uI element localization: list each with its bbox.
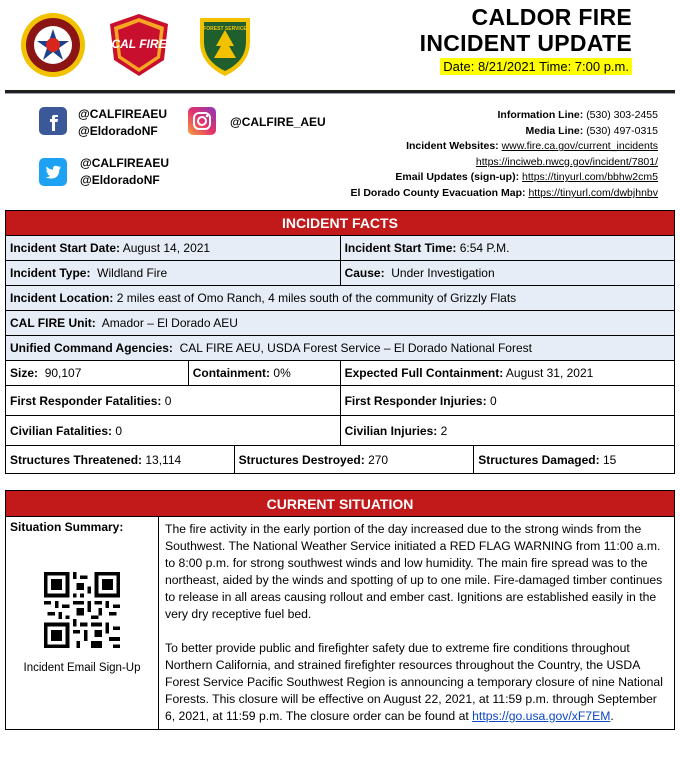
responder-fatalities-cell: First Responder Fatalities: 0: [6, 386, 341, 416]
header-logos: [20, 12, 258, 78]
cal-fire-logo-text: CAL FIRE: [111, 37, 167, 51]
facebook-handle[interactable]: @CALFIREAEU: [78, 107, 168, 121]
contact-info: [351, 108, 659, 202]
email-updates-label: Email Updates (sign-up):: [395, 171, 520, 184]
evacuation-map-label: El Dorado County Evacuation Map:: [350, 186, 526, 199]
qr-code-label: Incident Email Sign-Up: [23, 662, 141, 674]
containment-cell: Containment: 0%: [188, 361, 340, 386]
incident-facts-heading: INCIDENT FACTS: [6, 211, 675, 236]
qr-code-icon[interactable]: [44, 572, 120, 648]
situation-summary-sidebar: [6, 517, 159, 730]
info-line-number: (530) 303-2455: [586, 109, 658, 121]
facebook-icon[interactable]: [39, 107, 67, 135]
summary-paragraph: To better provide public and firefighter safety due to extreme fire conditions throughout Northern California, and strained firefighter resources throughout the Country, the USDA Forest Service Pacific Southwest Region is announcing a temporary closure of nine National Forests. This closure will be effective on August 22, 2021, at 11:59 p.m. through September 6, 2021, at 11:59 p.m. The closure order can be found at https://go.usa.gov/xF7EM.: [165, 641, 663, 723]
closure-order-link[interactable]: https://go.usa.gov/xF7EM: [472, 709, 611, 723]
incident-type-cell: Incident Type: Wildland Fire: [6, 261, 341, 286]
civilian-injuries-cell: Civilian Injuries: 2: [340, 416, 674, 446]
title-line-1: CALDOR FIRE: [471, 4, 632, 30]
state-fire-team-seal-icon: [20, 12, 86, 78]
cause-cell: Cause: Under Investigation: [340, 261, 674, 286]
info-line-label: Information Line:: [497, 109, 584, 121]
twitter-handles: [80, 155, 169, 189]
media-line-label: Media Line:: [525, 124, 584, 137]
instagram-handle[interactable]: @CALFIRE_AEU: [230, 115, 326, 129]
evacuation-map-link[interactable]: https://tinyurl.com/dwbjhnbv: [528, 186, 658, 199]
situation-summary-text: [159, 517, 675, 730]
current-situation-table: [5, 490, 675, 730]
title-block: [420, 4, 632, 76]
structures-destroyed-cell: Structures Destroyed: 270: [234, 446, 474, 474]
twitter-icon[interactable]: [39, 158, 67, 186]
date-time: Date: 8/21/2021 Time: 7:00 p.m.: [440, 58, 632, 75]
instagram-icon[interactable]: [188, 107, 216, 135]
responder-injuries-cell: First Responder Injuries: 0: [340, 386, 674, 416]
civilian-fatalities-cell: Civilian Fatalities: 0: [6, 416, 341, 446]
title-line-2: INCIDENT UPDATE: [419, 30, 632, 56]
facebook-handles: [78, 106, 167, 140]
start-date-cell: Incident Start Date: August 14, 2021: [6, 236, 341, 261]
forest-service-shield-icon: [192, 12, 258, 78]
website-link[interactable]: www.fire.ca.gov/current_incidents: [501, 140, 658, 153]
command-agencies-cell: Unified Command Agencies: CAL FIRE AEU, USDA Forest Service – El Dorado National Forest: [6, 336, 675, 361]
size-cell: Size: 90,107: [6, 361, 189, 386]
websites-label: Incident Websites:: [406, 140, 499, 153]
media-line-number: (530) 497-0315: [586, 124, 658, 137]
email-updates-link[interactable]: https://tinyurl.com/bbhw2cm5: [522, 171, 658, 184]
situation-summary-label: Situation Summary:: [10, 520, 124, 534]
summary-paragraph: The fire activity in the early portion of the day increased due to the strong winds from the Southwest. The National Weather Service initiated a RED FLAG WARNING from 11:00 a.m. to 8:00 p.m. for strong southwest winds and low humidity. The main fire spread was to the northeast, aided by the winds and spotting of up to one mile. Fire-damaged timber continues to release in all areas causing rollout and ember cast. Ignitions are established easily in the very dry receptive fuel bed.: [165, 522, 663, 621]
facebook-handle[interactable]: @EldoradoNF: [78, 124, 158, 138]
location-cell: Incident Location: 2 miles east of Omo Ranch, 4 miles south of the community of Grizzly Flats: [6, 286, 675, 311]
cal-fire-unit-cell: CAL FIRE Unit: Amador – El Dorado AEU: [6, 311, 675, 336]
current-situation-heading: CURRENT SITUATION: [6, 491, 675, 517]
header-divider: [5, 90, 675, 94]
twitter-handle[interactable]: @CALFIREAEU: [80, 156, 170, 170]
twitter-handle[interactable]: @EldoradoNF: [80, 173, 160, 187]
expected-containment-cell: Expected Full Containment: August 31, 2021: [340, 361, 674, 386]
structures-damaged-cell: Structures Damaged: 15: [474, 446, 675, 474]
incident-facts-table: [5, 210, 675, 474]
structures-threatened-cell: Structures Threatened: 13,114: [6, 446, 235, 474]
cal-fire-logo-icon: [106, 12, 172, 78]
forest-service-text: FOREST SERVICE: [203, 26, 247, 32]
start-time-cell: Incident Start Time: 6:54 P.M.: [340, 236, 674, 261]
website-link[interactable]: https://inciweb.nwcg.gov/incident/7801/: [475, 155, 658, 168]
